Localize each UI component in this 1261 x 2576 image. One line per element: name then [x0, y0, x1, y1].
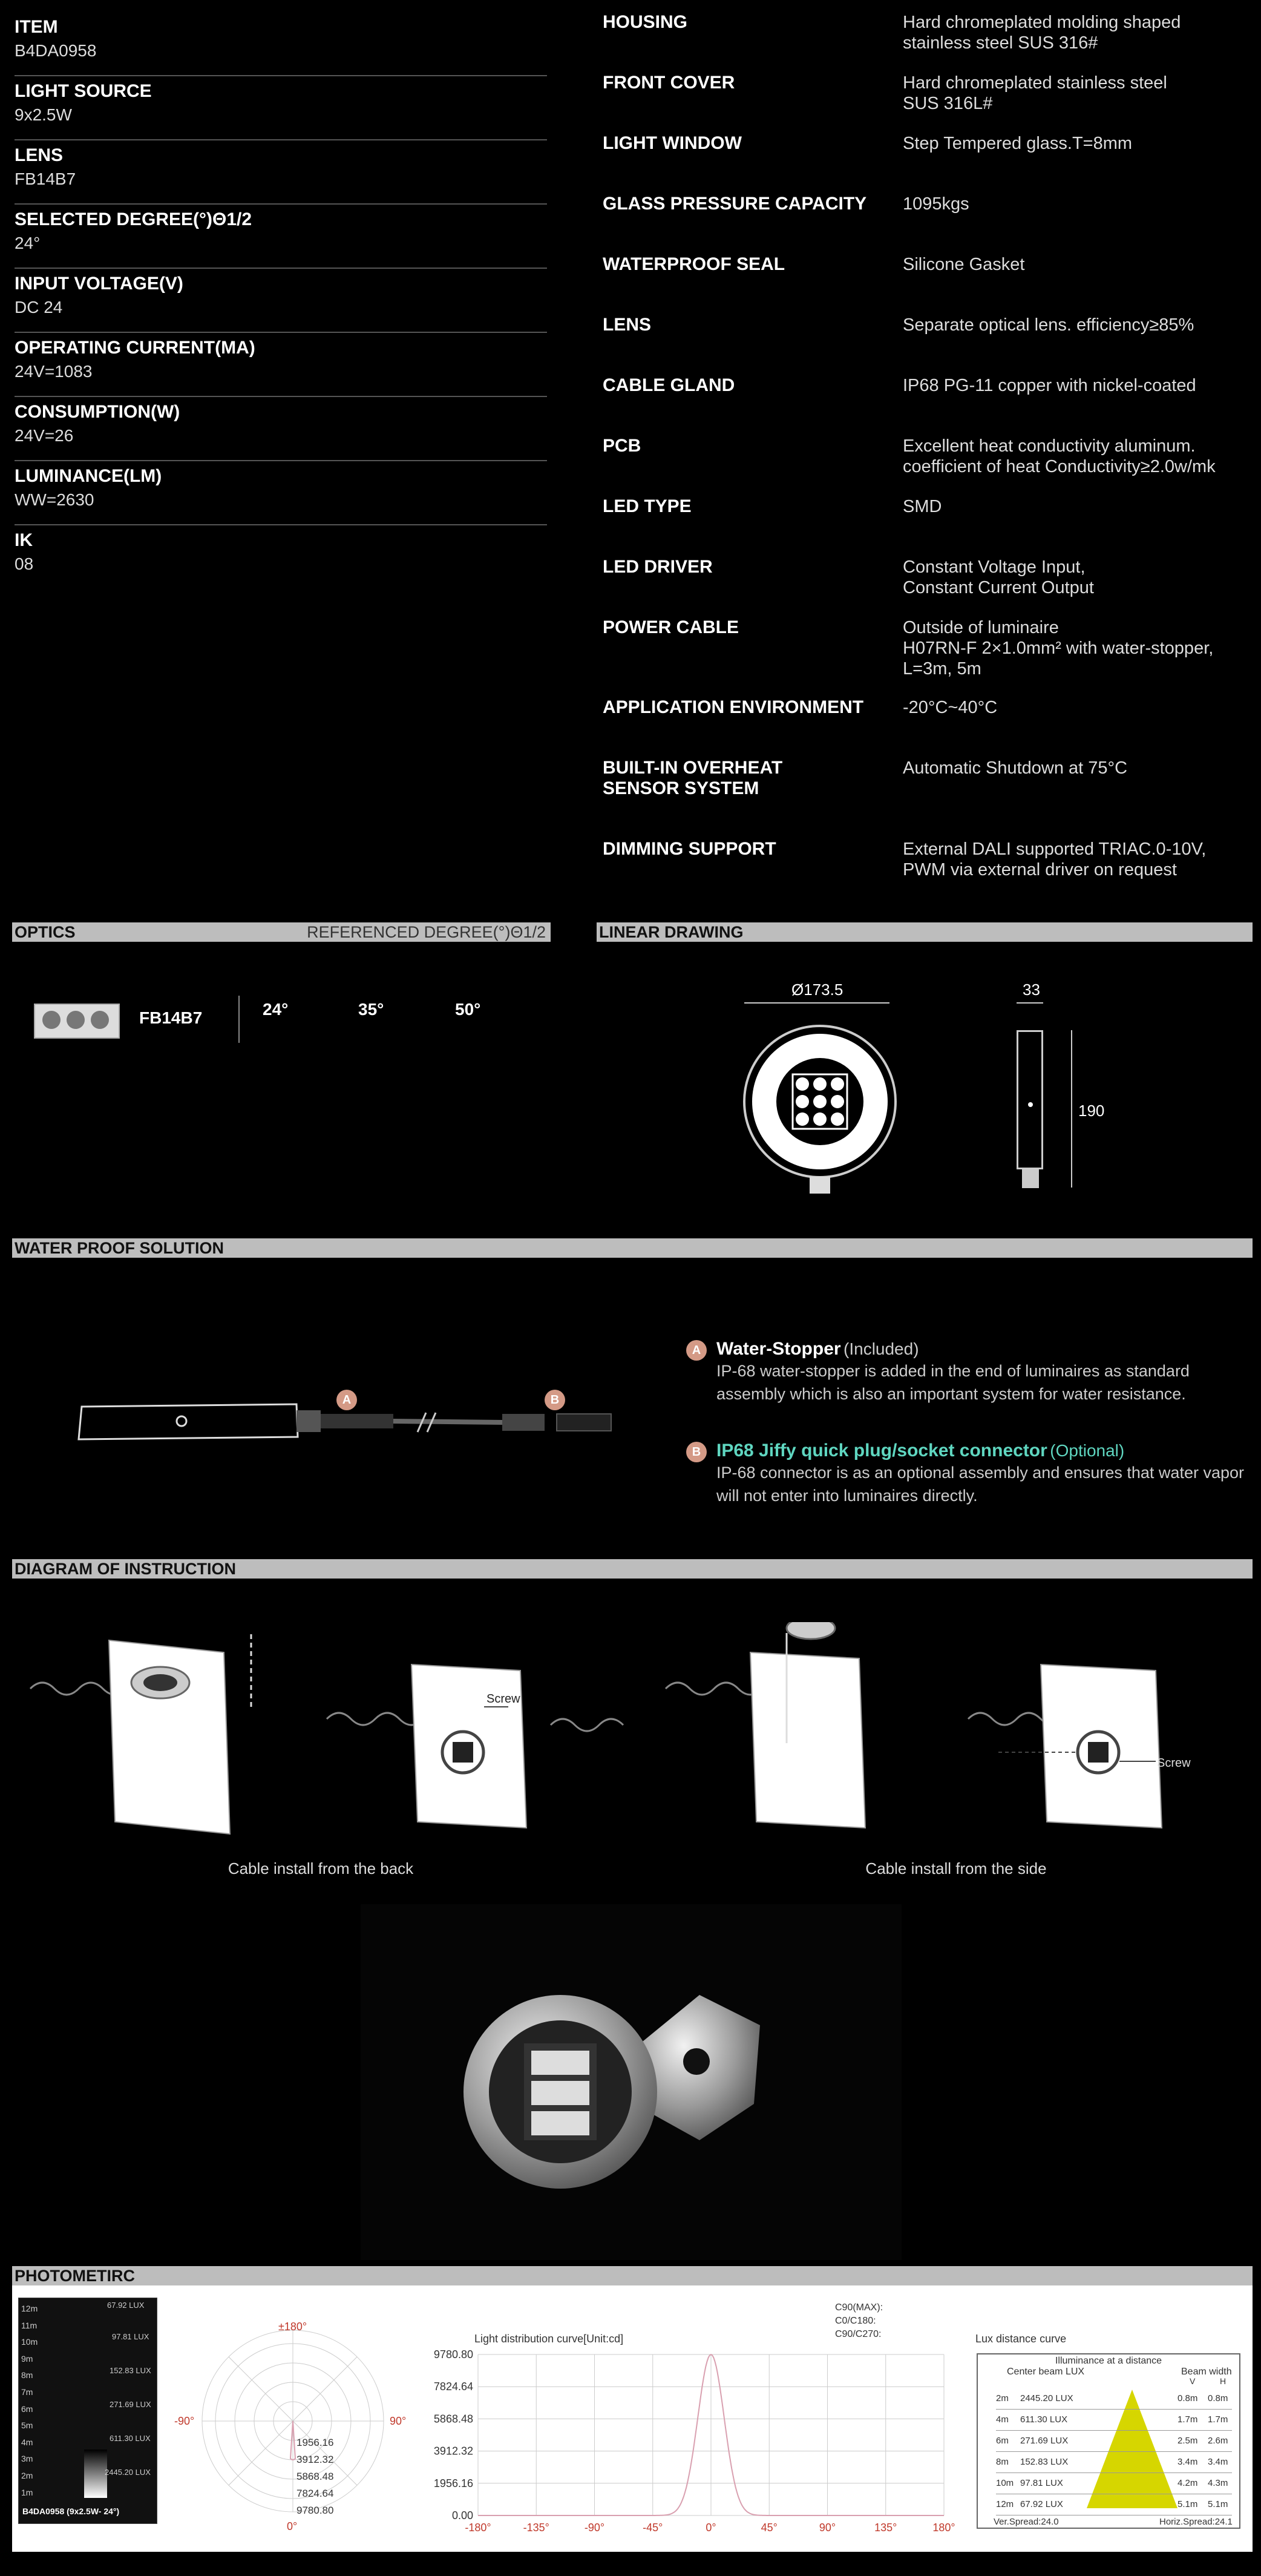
- spec-value: Outside of luminaire H07RN-F 2×1.0mm² with water-stopper, L=3m, 5m: [903, 618, 1214, 678]
- y-tick-label: 5868.48: [433, 2413, 473, 2425]
- degree-option: 35°: [358, 1000, 384, 1019]
- photometric-title: PHOTOMETIRC: [15, 2267, 136, 2285]
- height-tick: 3m: [21, 2454, 33, 2464]
- polar-ring: 5868.48: [296, 2471, 334, 2482]
- polar-right: 90°: [390, 2415, 407, 2427]
- spec-row: [603, 436, 1256, 496]
- waterproof-a-text: [716, 1339, 1249, 1405]
- instruction-header: [12, 1559, 1253, 1579]
- spec-value: Constant Voltage Input, Constant Current Output: [903, 557, 1094, 597]
- height-tick: 12m: [21, 2304, 38, 2313]
- spec-label: LENS: [603, 315, 652, 335]
- degree-option: 24°: [263, 1000, 289, 1019]
- spec-label: LED TYPE: [603, 496, 692, 516]
- x-tick-label: -45°: [643, 2522, 663, 2534]
- curve-legend: [835, 2301, 883, 2341]
- side-view-drawing: [1017, 1030, 1043, 1169]
- spec-label: APPLICATION ENVIRONMENT: [603, 697, 864, 717]
- beam-v: 4.2m: [1177, 2478, 1198, 2488]
- connector-title: IP68 Jiffy quick plug/socket connector: [716, 1441, 1047, 1460]
- lux-col-v: V: [1190, 2376, 1196, 2386]
- polar-ring: 1956.16: [296, 2437, 334, 2448]
- linear-title: LINEAR DRAWING: [599, 923, 744, 941]
- connector-desc: IP-68 connector is as an optional assembly and ensures that water vapor will not enter into luminaires directly.: [716, 1464, 1244, 1505]
- optics-title: OPTICS: [15, 923, 76, 941]
- height-tick: 1m: [21, 2487, 33, 2497]
- spec-value: 9x2.5W: [15, 105, 72, 124]
- spec-list-left: [15, 12, 547, 590]
- spec-label: CABLE GLAND: [603, 375, 735, 395]
- spec-value: Automatic Shutdown at 75°C: [903, 758, 1128, 778]
- waterproof-header: [12, 1238, 1253, 1258]
- polar-ring: 3912.32: [296, 2454, 334, 2465]
- badge-a: A: [336, 1390, 357, 1410]
- spec-label: CONSUMPTION(W): [15, 402, 180, 422]
- lux-row: [996, 2431, 1232, 2452]
- cable-assembly-drawing: [73, 1386, 678, 1459]
- spec-row: [603, 375, 1256, 436]
- spec-value: Separate optical lens. efficiency≥85%: [903, 315, 1194, 335]
- height-tick: 6m: [21, 2404, 33, 2414]
- lux-value: 97.81 LUX: [1020, 2478, 1063, 2488]
- spec-row: [603, 194, 1256, 254]
- x-tick-label: 180°: [932, 2522, 955, 2534]
- x-tick-label: 135°: [874, 2522, 897, 2534]
- beam-h: 1.7m: [1208, 2414, 1228, 2425]
- polar-left: -90°: [174, 2415, 195, 2427]
- x-tick-label: 90°: [819, 2522, 836, 2534]
- spec-row: [15, 333, 547, 397]
- x-tick-label: -180°: [465, 2522, 491, 2534]
- lux-distance: 12m: [996, 2499, 1014, 2509]
- spec-label: LIGHT SOURCE: [15, 81, 152, 101]
- spec-row: [603, 73, 1256, 133]
- lux-label: 97.81 LUX: [112, 2332, 149, 2341]
- beam-v: 3.4m: [1177, 2457, 1198, 2467]
- lens-name: FB14B7: [139, 1008, 203, 1027]
- beam-v: 1.7m: [1177, 2414, 1198, 2425]
- water-stopper-desc: IP-68 water-stopper is added in the end of luminaires as standard assembly which is also an important system for water resistance.: [716, 1362, 1190, 1403]
- depth-label: 33: [1023, 981, 1040, 999]
- spec-value: 24°: [15, 234, 41, 252]
- lux-value: 2445.20 LUX: [1020, 2393, 1073, 2404]
- polar-ring: 7824.64: [296, 2488, 334, 2499]
- spec-row: [15, 140, 547, 205]
- instruction-title: DIAGRAM OF INSTRUCTION: [15, 1560, 236, 1578]
- height-tick: 4m: [21, 2437, 33, 2447]
- x-tick-label: -135°: [523, 2522, 549, 2534]
- spec-row: [15, 205, 547, 269]
- photometric-header: [12, 2266, 1253, 2285]
- spec-value: 24V=1083: [15, 362, 93, 381]
- height-tick: 5m: [21, 2420, 33, 2431]
- lux-row: [996, 2473, 1232, 2494]
- lux-value: 271.69 LUX: [1020, 2436, 1069, 2446]
- spec-label: GLASS PRESSURE CAPACITY: [603, 194, 867, 214]
- spec-value: IP68 PG-11 copper with nickel-coated: [903, 376, 1196, 395]
- spec-row: [15, 525, 547, 590]
- y-tick-label: 3912.32: [433, 2445, 473, 2457]
- spec-value: SMD: [903, 497, 942, 516]
- height-label: 190: [1078, 1102, 1105, 1120]
- y-tick-label: 7824.64: [433, 2380, 473, 2393]
- spec-label: INPUT VOLTAGE(V): [15, 274, 183, 294]
- spec-label: LUMINANCE(LM): [15, 466, 162, 486]
- screw-label: Screw: [486, 1692, 520, 1706]
- badge-b-marker: [545, 1390, 565, 1410]
- spec-label: DIMMING SUPPORT: [603, 839, 776, 859]
- spec-label: LIGHT WINDOW: [603, 133, 742, 153]
- lux-distance: 10m: [996, 2478, 1014, 2488]
- badge-a-marker: [336, 1390, 357, 1410]
- lux-value: 611.30 LUX: [1020, 2414, 1068, 2425]
- height-tick: 8m: [21, 2370, 33, 2380]
- linear-header: [597, 922, 1253, 942]
- spec-value: B4DA0958: [15, 41, 97, 60]
- spec-value: Excellent heat conductivity aluminum. coefficient of heat Conductivity≥2.0w/mk: [903, 436, 1216, 476]
- lux-col-center: Center beam LUX: [1007, 2367, 1085, 2377]
- spec-row: [15, 12, 547, 76]
- spec-row: [603, 617, 1256, 697]
- spec-value: External DALI supported TRIAC.0-10V, PWM via external driver on request: [903, 840, 1207, 879]
- spec-value: Step Tempered glass.T=8mm: [903, 134, 1133, 153]
- curve-title: Light distribution curve[Unit:cd]: [474, 2333, 624, 2345]
- degree-option: 50°: [455, 1000, 481, 1019]
- legend-entry: C90/C270:: [835, 2329, 882, 2339]
- lux-label: 611.30 LUX: [110, 2434, 151, 2443]
- lux-col-beam: Beam width: [1181, 2367, 1232, 2377]
- beam-v: 5.1m: [1177, 2499, 1198, 2509]
- spec-value: -20°C~40°C: [903, 698, 998, 717]
- polar-ring: 9780.80: [296, 2505, 334, 2516]
- depth-dim-line: [1017, 1002, 1043, 1004]
- waterproof-b-block: [686, 1442, 707, 1462]
- waterproof-a-block: [686, 1340, 707, 1361]
- spec-row: [603, 557, 1256, 617]
- badge-b: B: [545, 1390, 565, 1410]
- y-tick-label: 1956.16: [433, 2477, 473, 2489]
- screw-label: Screw: [1157, 1756, 1191, 1770]
- spec-row: [603, 254, 1256, 315]
- height-tick: 9m: [21, 2353, 33, 2364]
- beam-v: 0.8m: [1177, 2393, 1198, 2404]
- badge-b: B: [686, 1442, 707, 1462]
- spec-value: Hard chromeplated molding shaped stainless steel SUS 316#: [903, 13, 1181, 53]
- hor-spread: Horiz.Spread:24.1: [1159, 2517, 1233, 2527]
- spec-value: 08: [15, 554, 34, 573]
- height-dim-line: [1071, 1030, 1072, 1188]
- optics-header: [12, 922, 551, 942]
- lux-value: 152.83 LUX: [1020, 2457, 1069, 2467]
- lux-distance-title: Lux distance curve: [975, 2333, 1067, 2345]
- spec-value: Silicone Gasket: [903, 255, 1025, 274]
- spec-value: 1095kgs: [903, 194, 969, 214]
- spec-row: [15, 397, 547, 461]
- spec-label: FRONT COVER: [603, 73, 735, 93]
- spec-row: [603, 315, 1256, 375]
- optics-divider: [238, 996, 240, 1043]
- lux-label: 152.83 LUX: [110, 2366, 151, 2375]
- polar-bottom: 0°: [287, 2520, 298, 2532]
- spec-value: WW=2630: [15, 490, 94, 509]
- lux-row: [996, 2388, 1232, 2410]
- y-tick-label: 0.00: [451, 2509, 473, 2522]
- front-view-drawing: [738, 1023, 902, 1204]
- lux-rows: [996, 2388, 1232, 2515]
- spec-label: BUILT-IN OVERHEAT SENSOR SYSTEM: [603, 758, 783, 798]
- lens-image: [34, 1004, 120, 1039]
- spec-value: 24V=26: [15, 426, 74, 445]
- height-tick: 7m: [21, 2387, 33, 2397]
- spec-label: LED DRIVER: [603, 557, 713, 577]
- beam-h: 4.3m: [1208, 2478, 1228, 2488]
- beam-h: 2.6m: [1208, 2436, 1228, 2446]
- spec-label: POWER CABLE: [603, 617, 739, 637]
- spec-row: [603, 697, 1256, 758]
- polar-top: ±180°: [278, 2321, 307, 2333]
- spec-label: PCB: [603, 436, 641, 456]
- lux-row: [996, 2410, 1232, 2431]
- lux-row: [996, 2452, 1232, 2473]
- legend-entry: C90(MAX):: [835, 2302, 883, 2313]
- lux-value: 67.92 LUX: [1020, 2499, 1063, 2509]
- lux-row: [996, 2494, 1232, 2515]
- beam-glow: [84, 2450, 107, 2498]
- beam-h: 3.4m: [1208, 2457, 1228, 2467]
- y-tick-label: 9780.80: [433, 2348, 473, 2361]
- diameter-dim-line: [744, 1002, 889, 1004]
- waterproof-b-text: [716, 1441, 1249, 1507]
- spec-label: WATERPROOF SEAL: [603, 254, 785, 274]
- beam-h: 5.1m: [1208, 2499, 1228, 2509]
- spec-list-right: [603, 12, 1256, 899]
- beam-v: 2.5m: [1177, 2436, 1198, 2446]
- lux-distance: 6m: [996, 2436, 1009, 2446]
- light-distribution-chart: [424, 2346, 956, 2552]
- lux-heading: Illuminance at a distance: [1055, 2356, 1162, 2366]
- spec-label: IK: [15, 530, 33, 550]
- diameter-label: Ø173.5: [791, 981, 843, 999]
- lux-distance: 8m: [996, 2457, 1009, 2467]
- spec-label: SELECTED DEGREE(°)Θ1/2: [15, 209, 252, 229]
- caption-back: Cable install from the back: [228, 1859, 414, 1878]
- spec-label: LENS: [15, 145, 64, 165]
- x-tick-label: 0°: [706, 2522, 716, 2534]
- spec-row: [15, 461, 547, 525]
- spec-label: HOUSING: [603, 12, 688, 32]
- spec-row: [603, 133, 1256, 194]
- spec-label: OPERATING CURRENT(MA): [15, 338, 255, 358]
- lux-distance-table: [977, 2353, 1240, 2529]
- connector-note: (Optional): [1050, 1441, 1125, 1460]
- water-stopper-note: (Included): [843, 1339, 919, 1358]
- spec-row: [603, 496, 1256, 557]
- caption-side: Cable install from the side: [865, 1859, 1047, 1878]
- lux-cone-panel: [18, 2298, 157, 2524]
- spec-row: [603, 839, 1256, 899]
- spec-row: [15, 76, 547, 140]
- spec-value: FB14B7: [15, 169, 76, 188]
- ver-spread: Ver.Spread:24.0: [994, 2517, 1059, 2527]
- lux-distance: 4m: [996, 2414, 1009, 2425]
- x-tick-label: 45°: [761, 2522, 778, 2534]
- spec-value: DC 24: [15, 298, 63, 317]
- height-tick: 11m: [21, 2320, 38, 2330]
- lux-distance: 2m: [996, 2393, 1009, 2404]
- waterproof-title: WATER PROOF SOLUTION: [15, 1239, 224, 1257]
- lux-label: 2445.20 LUX: [105, 2468, 151, 2477]
- optics-header-right: REFERENCED DEGREE(°)Θ1/2: [307, 923, 546, 941]
- beam-h: 0.8m: [1208, 2393, 1228, 2404]
- x-tick-label: -90°: [584, 2522, 605, 2534]
- badge-a: A: [686, 1340, 707, 1361]
- legend-entry: C0/C180:: [835, 2316, 876, 2326]
- lux-label: 271.69 LUX: [110, 2400, 151, 2409]
- lux-col-h: H: [1220, 2376, 1227, 2386]
- spec-label: ITEM: [15, 17, 58, 37]
- height-tick: 10m: [21, 2337, 38, 2347]
- model-caption: B4DA0958 (9x2.5W- 24°): [22, 2506, 120, 2516]
- product-photo: [361, 1904, 902, 2260]
- spec-row: [15, 269, 547, 333]
- lux-label: 67.92 LUX: [107, 2301, 145, 2310]
- spec-row: [603, 758, 1256, 839]
- spec-value: Hard chromeplated stainless steel SUS 316L#: [903, 73, 1167, 113]
- instruction-diagrams: [24, 1622, 1246, 1852]
- water-stopper-title: Water-Stopper: [716, 1339, 841, 1359]
- height-tick: 2m: [21, 2470, 33, 2480]
- spec-row: [603, 12, 1256, 73]
